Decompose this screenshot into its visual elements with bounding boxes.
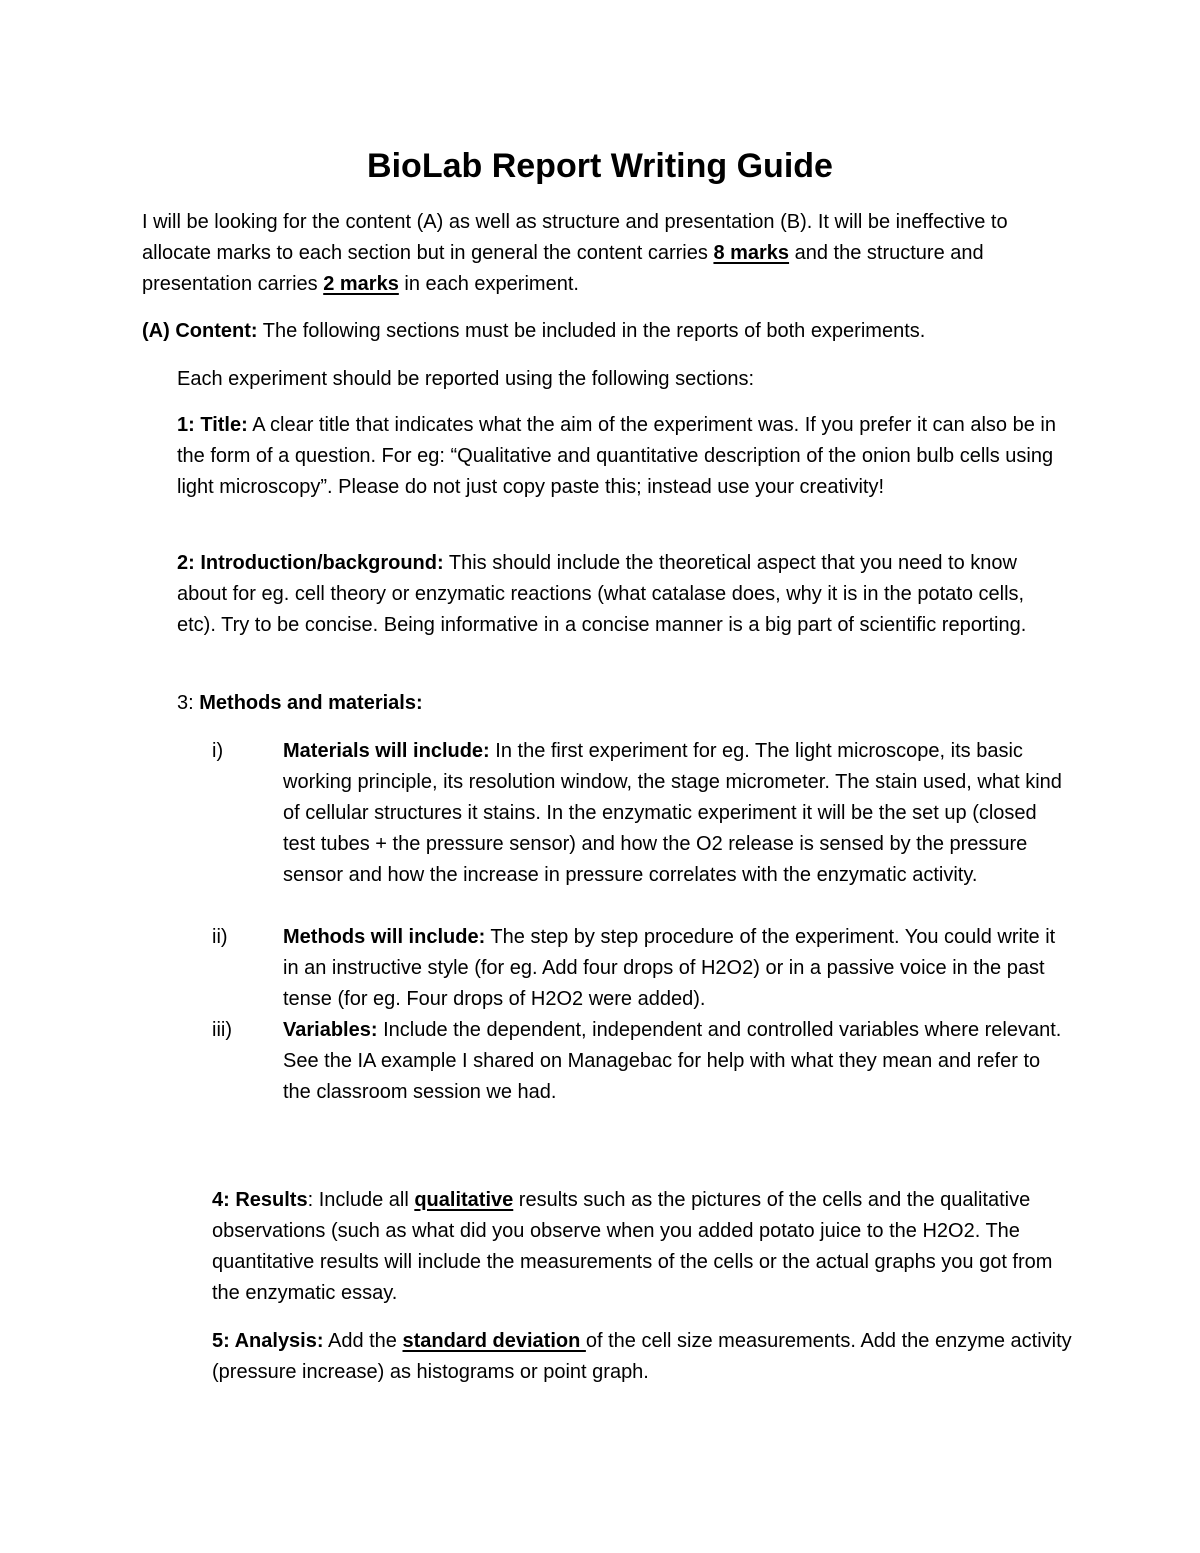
intro-paragraph [142, 207, 1062, 300]
section-4-text-1: Include all [313, 1189, 415, 1211]
list-item-label: Variables: [283, 1019, 378, 1041]
list-numeral: ii) [212, 926, 228, 948]
content-marks: 8 marks [713, 242, 790, 264]
list-item-body [283, 922, 1073, 1015]
intro-text-2: and the structure and presentation carries [142, 242, 984, 295]
sections-intro: Each experiment should be reported using the following sections: [177, 368, 755, 390]
list-item-label: Methods will include: [283, 926, 486, 948]
list-item-label: Materials will include: [283, 740, 490, 762]
section-1-text: A clear title that indicates what the aim of the experiment was. If you prefer it can also be in the form of a question. For eg: “Qualitative and quantitative description of the onion bulb cells using light microscopy”. Please do not just copy paste this; instead use your creativity! [177, 414, 1056, 498]
list-item-body [283, 736, 1073, 891]
section-5-analysis [212, 1326, 1072, 1388]
section-4-label: 4: Results [212, 1189, 308, 1211]
list-item-text: Include the dependent, independent and controlled variables where relevant. See the IA example I shared on Managebac for help with what they mean and refer to the classroom session we had. [283, 1019, 1062, 1103]
section-3-label: Methods and materials: [199, 692, 423, 714]
section-5-text-2: of the cell size measurements. Add the enzyme activity (pressure increase) as histograms or point graph. [212, 1330, 1072, 1383]
section-3-prefix: 3: [177, 692, 200, 714]
section-2-text: This should include the theoretical aspect that you need to know about for eg. cell theory or enzymatic reactions (what catalase does, why it is in the potato cells, etc). Try to be concise. Being informative in a concise manner is a big part of scientific reporting. [177, 552, 1027, 636]
list-item-text: In the first experiment for eg. The light microscope, its basic working principle, its resolution window, the stage micrometer. The stain used, what kind of cellular structures it stains. In the enzymatic experiment it will be the set up (closed test tubes + the pressure sensor) and how the O2 release is sensed by the pressure sensor and how the increase in pressure correlates with the enzymatic activity. [283, 740, 1062, 886]
list-item-methods [212, 922, 1072, 1015]
section-4-text-2: results such as the pictures of the cells and the qualitative observations (such as what did you observe when you added potato juice to the H2O2. The quantitative results will include the measurements of the cells or the actual graphs you got from the enzymatic essay. [212, 1189, 1053, 1304]
section-a-text: The following sections must be included in the reports of both experiments. [257, 320, 926, 342]
standard-deviation-emphasis: standard deviation [402, 1330, 586, 1352]
intro-text-1: I will be looking for the content (A) as well as structure and presentation (B). It will be ineffective to allocate marks to each section but in general the content carries [142, 211, 1008, 264]
qualitative-emphasis: qualitative [414, 1189, 514, 1211]
section-2-introduction [177, 548, 1057, 641]
list-item-text: The step by step procedure of the experiment. You could write it in an instructive style (for eg. Add four drops of H2O2) or in a passive voice in the past tense (for eg. Four drops of H2O2 were added). [283, 926, 1056, 1010]
section-a-paragraph [142, 316, 1072, 347]
section-a-label: (A) Content: [142, 320, 258, 342]
section-1-label: 1: Title: [177, 414, 248, 436]
list-numeral: i) [212, 740, 224, 762]
section-4-results [212, 1185, 1072, 1309]
section-1-title [177, 410, 1072, 503]
structure-marks: 2 marks [323, 273, 399, 295]
page-title: BioLab Report Writing Guide [367, 147, 833, 185]
section-5-label: 5: Analysis: [212, 1330, 324, 1352]
section-3-methods [177, 688, 1057, 719]
list-item-materials [212, 736, 1072, 891]
list-item-body [283, 1015, 1073, 1108]
intro-text-3: in each experiment. [398, 273, 579, 295]
section-5-text-1: Add the [323, 1330, 403, 1352]
section-4-colon: : [307, 1189, 314, 1211]
section-2-label: 2: Introduction/background: [177, 552, 444, 574]
list-item-variables [212, 1015, 1072, 1108]
list-numeral: iii) [212, 1019, 232, 1041]
